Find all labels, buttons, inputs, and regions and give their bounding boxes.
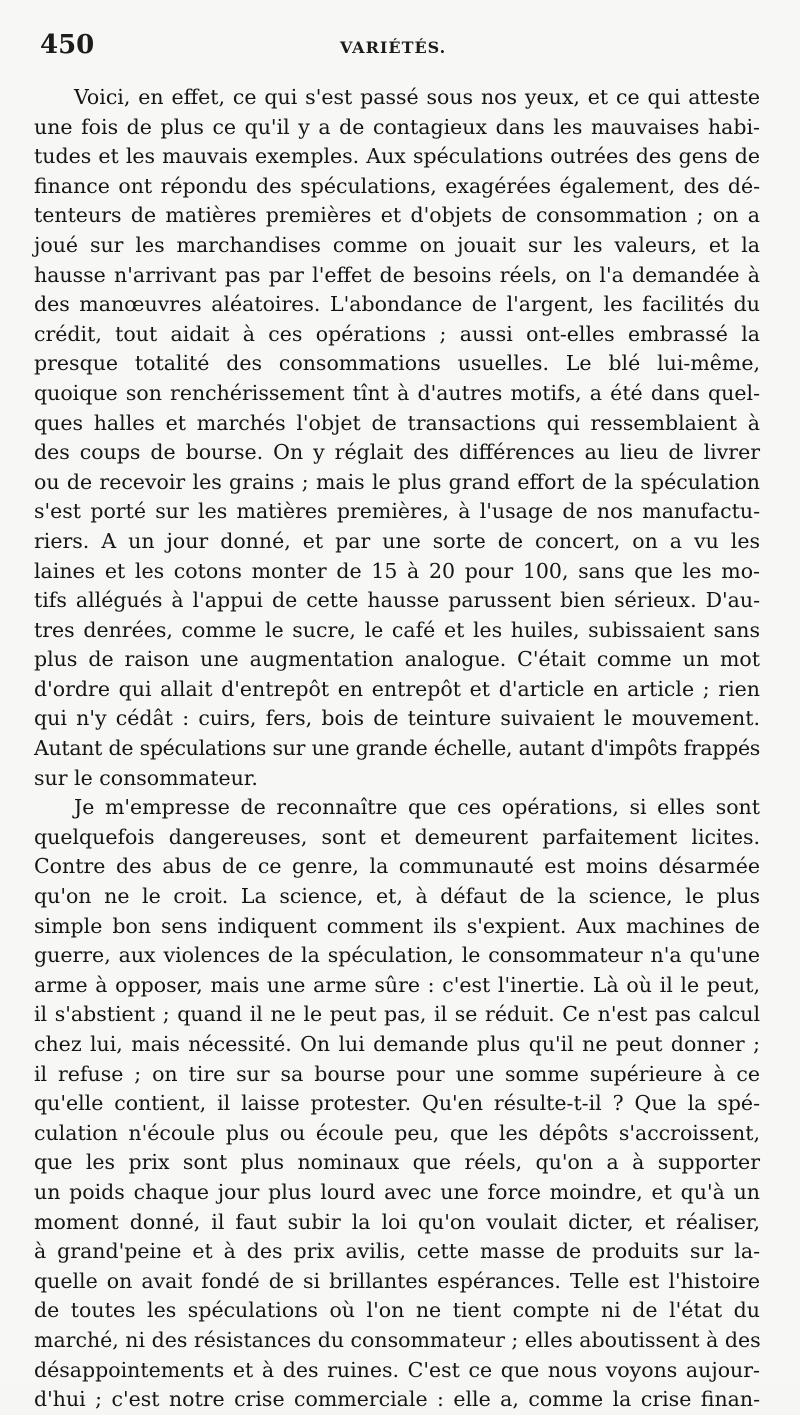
text-line: ou de recevoir les grains ; mais le plus grand effort de la spéculation <box>34 469 760 494</box>
text-line: il refuse ; on tire sur sa bourse pour une somme supérieure à ce <box>34 1061 760 1086</box>
text-line: de toutes les spéculations où l'on ne tient compte ni de l'état du <box>34 1298 760 1323</box>
text-line: chez lui, mais nécessité. On lui demande plus qu'il ne peut donner ; <box>34 1032 760 1056</box>
text-line: tenteurs de matières premières et d'objets de consommation ; on a <box>34 203 760 228</box>
text-line: joué sur les marchandises comme on jouait sur les valeurs, et la <box>34 232 760 257</box>
text-line: tres denrées, comme le sucre, le café et les huiles, subissaient sans <box>34 617 760 642</box>
text-line: d'hui ; c'est notre crise commerciale : elle a, comme la crise finan- <box>34 1387 760 1412</box>
paragraph <box>34 83 760 793</box>
text-line: arme à opposer, mais une arme sûre : c'est l'inertie. Là où il le peut, <box>34 972 760 997</box>
text-line: laines et les cotons monter de 15 à 20 pour 100, sans que les mo- <box>34 558 760 583</box>
text-line: désappointements et à des ruines. C'est ce que nous voyons aujour- <box>34 1357 760 1382</box>
text-line: d'ordre qui allait d'entrepôt en entrepôt et d'article en article ; rien <box>34 676 760 701</box>
text-line: guerre, aux violences de la spéculation, le consommateur n'a qu'une <box>34 943 760 968</box>
text-line: il s'abstient ; quand il ne le peut pas, il se réduit. Ce n'est pas calcul <box>34 1002 760 1027</box>
text-line: simple bon sens indiquent comment ils s'expient. Aux machines de <box>34 913 760 938</box>
text-line: Voici, en effet, ce qui s'est passé sous nos yeux, et ce qui atteste <box>74 85 760 109</box>
text-line: Je m'empresse de reconnaître que ces opérations, si elles sont <box>74 795 760 820</box>
page-header <box>40 30 760 66</box>
running-head: VARIÉTÉS. <box>340 38 447 57</box>
text-line: quelquefois dangereuses, sont et demeurent parfaitement licites. <box>34 824 760 849</box>
text-line: qu'elle contient, il laisse protester. Qu'en résulte-t-il ? Que la spé- <box>34 1091 760 1116</box>
text-line: moment donné, il faut subir la loi qu'on voulait dicter, et réaliser, <box>34 1209 760 1234</box>
text-line: riers. A un jour donné, et par une sorte de concert, on a vu les <box>34 528 760 553</box>
text-line: des manœuvres aléatoires. L'abondance de l'argent, les facilités du <box>34 292 760 317</box>
page-number: 450 <box>40 30 95 60</box>
text-line: s'est porté sur les matières premières, à l'usage de nos manufactu- <box>34 499 760 524</box>
body-text <box>34 83 760 1415</box>
text-line: à grand'peine et à des prix avilis, cette masse de produits sur la- <box>34 1239 760 1264</box>
text-line: quelle on avait fondé de si brillantes espérances. Telle est l'histoire <box>34 1268 760 1293</box>
text-line: qui n'y cédât : cuirs, fers, bois de teinture suivaient le mouvement. <box>34 706 760 731</box>
text-line: plus de raison une augmentation analogue. C'était comme un mot <box>34 647 760 672</box>
text-line: presque totalité des consommations usuelles. Le blé lui-même, <box>34 351 760 376</box>
text-line: un poids chaque jour plus lourd avec une force moindre, et qu'à un <box>34 1179 760 1204</box>
text-line: ques halles et marchés l'objet de transactions qui ressemblaient à <box>34 410 760 435</box>
text-line: des coups de bourse. On y réglait des différences au lieu de livrer <box>34 440 760 465</box>
text-line: une fois de plus ce qu'il y a de contagieux dans les mauvaises habi- <box>34 114 760 139</box>
paragraph <box>34 793 760 1414</box>
text-line: marché, ni des résistances du consommateur ; elles aboutissent à des <box>34 1327 761 1352</box>
text-line: crédit, tout aidait à ces opérations ; aussi ont-elles embrassé la <box>34 321 760 346</box>
text-line: Contre des abus de ce genre, la communauté est moins désarmée <box>34 854 760 879</box>
text-line: que les prix sont plus nominaux que réels, qu'on a à supporter <box>34 1150 760 1175</box>
text-line: hausse n'arrivant pas par l'effet de besoins réels, on l'a demandée à <box>34 262 760 287</box>
text-line: quoique son renchérissement tînt à d'autres motifs, a été dans quel- <box>34 380 760 405</box>
text-line: qu'on ne le croit. La science, et, à défaut de la science, le plus <box>34 884 760 909</box>
text-line: Autant de spéculations sur une grande échelle, autant d'impôts frappés <box>34 736 760 761</box>
text-line: sur le consommateur. <box>34 765 258 790</box>
text-line: culation n'écoule plus ou écoule peu, que les dépôts s'accroissent, <box>34 1120 760 1145</box>
text-line: tudes et les mauvais exemples. Aux spéculations outrées des gens de <box>34 144 760 169</box>
text-line: tifs allégués à l'appui de cette hausse parussent bien sérieux. D'au- <box>34 588 760 613</box>
text-line: finance ont répondu des spéculations, exagérées également, des dé- <box>34 173 760 198</box>
